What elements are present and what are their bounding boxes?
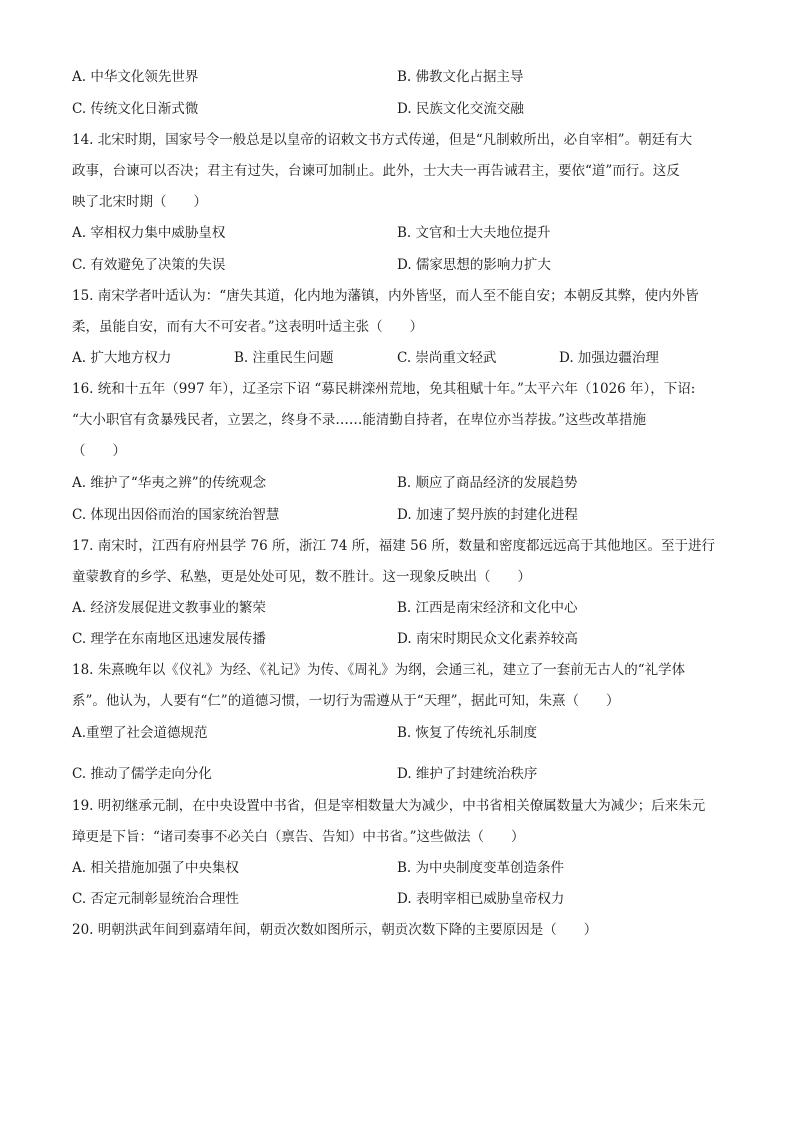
option-a: A. 相关措施加强了中央集权 [72,860,239,876]
question-14-options-row-2 [72,256,732,274]
option-b: B. 江西是南宋经济和文化中心 [397,600,578,616]
option-a: A. 经济发展促进文教事业的繁荣 [72,600,266,616]
question-14-line-3: 映了北宋时期（ ） [72,194,207,210]
question-18-options-row-2 [72,765,732,783]
question-16-options-row-2 [72,506,732,524]
question-16-line-2: “大小职官有贪暴残民者，立罢之，终身不录……能清勤自持者，在卑位亦当荐拔。”这些改革措施 [72,412,647,428]
option-b: B. 注重民生问题 [234,350,334,366]
question-16-line-1: 16. 统和十五年（997 年），辽圣宗下诏 “募民耕滦州荒地，免其租赋十年。”太平六年（1026 年），下诏: [72,381,696,397]
question-15-line-2: 柔，虽能自安，而有大不可安者。”这表明叶适主张（ ） [72,319,424,335]
prev-options-row-2 [72,100,732,118]
question-19-line-2: 璋更是下旨：“诸司奏事不必关白（禀告、告知）中书省。”这些做法（ ） [72,829,525,845]
option-c: C. 传统文化日渐式微 [72,101,199,117]
question-18-line-1: 18. 朱熹晚年以《仪礼》为经、《礼记》为传、《周礼》为纲，会通三礼，建立了一套前无古人的“礼学体 [72,662,686,678]
option-d: D. 民族文化交流交融 [397,101,524,117]
question-19-options-row-1 [72,859,732,877]
option-b: B. 恢复了传统礼乐制度 [397,725,538,741]
question-17-line-2: 童蒙教育的乡学、私塾，更是处处可见，数不胜计。这一现象反映出（ ） [72,569,531,585]
question-15-line-1: 15. 南宋学者叶适认为：“唐失其道，化内地为藩镇，内外皆坚，而人至不能自安；本朝反其弊，使内外皆 [72,288,699,304]
question-18-options-row-1 [72,724,732,742]
question-14-options-row-1 [72,224,732,242]
option-a: A. 维护了“华夷之辨”的传统观念 [72,475,267,491]
option-a: A. 宰相权力集中威胁皇权 [72,225,226,241]
option-d: D. 儒家思想的影响力扩大 [397,257,551,273]
question-20-line-1: 20. 明朝洪武年间到嘉靖年间，朝贡次数如图所示，朝贡次数下降的主要原因是（ ） [72,922,598,938]
option-b: B. 佛教文化占据主导 [397,69,524,85]
question-19-options-row-2 [72,890,732,908]
option-c: C. 理学在东南地区迅速发展传播 [72,631,266,647]
option-d: D. 南宋时期民众文化素养较高 [397,631,578,647]
question-17-line-1: 17. 南宋时，江西有府州县学 76 所，浙江 74 所，福建 56 所，数量和密度都远远高于其他地区。至于进行 [72,538,716,554]
question-14-line-2: 政事，台谏可以否决；君主有过失，台谏可加制止。此外，士大夫一再告诫君主，要依“道”而行。这反 [72,163,680,179]
option-d: D. 加强边疆治理 [559,350,659,366]
option-c: C. 否定元制彰显统治合理性 [72,891,239,907]
option-b: B. 顺应了商品经济的发展趋势 [397,475,578,491]
question-16-options-row-1 [72,474,732,492]
question-14-line-1: 14. 北宋时期，国家号令一般总是以皇帝的诏敕文书方式传递，但是“凡制敕所出，必自宰相”。朝廷有大 [72,132,693,148]
question-16-line-3: （ ） [72,443,126,459]
option-d: D. 维护了封建统治秩序 [397,766,538,782]
option-c: C. 体现出因俗而治的国家统治智慧 [72,507,280,523]
option-b: B. 文官和士大夫地位提升 [397,225,551,241]
option-a: A. 中华文化领先世界 [72,69,199,85]
option-c: C. 推动了儒学走向分化 [72,766,212,782]
option-b: B. 为中央制度变革创造条件 [397,860,565,876]
question-19-line-1: 19. 明初继承元制，在中央设置中书省，但是宰相数量大为减少，中书省相关僚属数量大为减少；后来朱元 [72,798,706,814]
question-15-options-row [72,349,732,367]
option-c: C. 有效避免了决策的失误 [72,257,226,273]
question-17-options-row-2 [72,630,732,648]
option-d: D. 加速了契丹族的封建化进程 [397,507,578,523]
question-17-options-row-1 [72,599,732,617]
question-18-line-2: 系”。他认为，人要有“仁”的道德习惯，一切行为需遵从于“天理”，据此可知，朱熹（ ） [72,693,620,709]
option-a: A.重塑了社会道德规范 [72,725,208,741]
prev-options-row-1 [72,68,732,86]
option-c: C. 崇尚重文轻武 [397,350,497,366]
option-a: A. 扩大地方权力 [72,350,172,366]
option-d: D. 表明宰相已威胁皇帝权力 [397,891,565,907]
